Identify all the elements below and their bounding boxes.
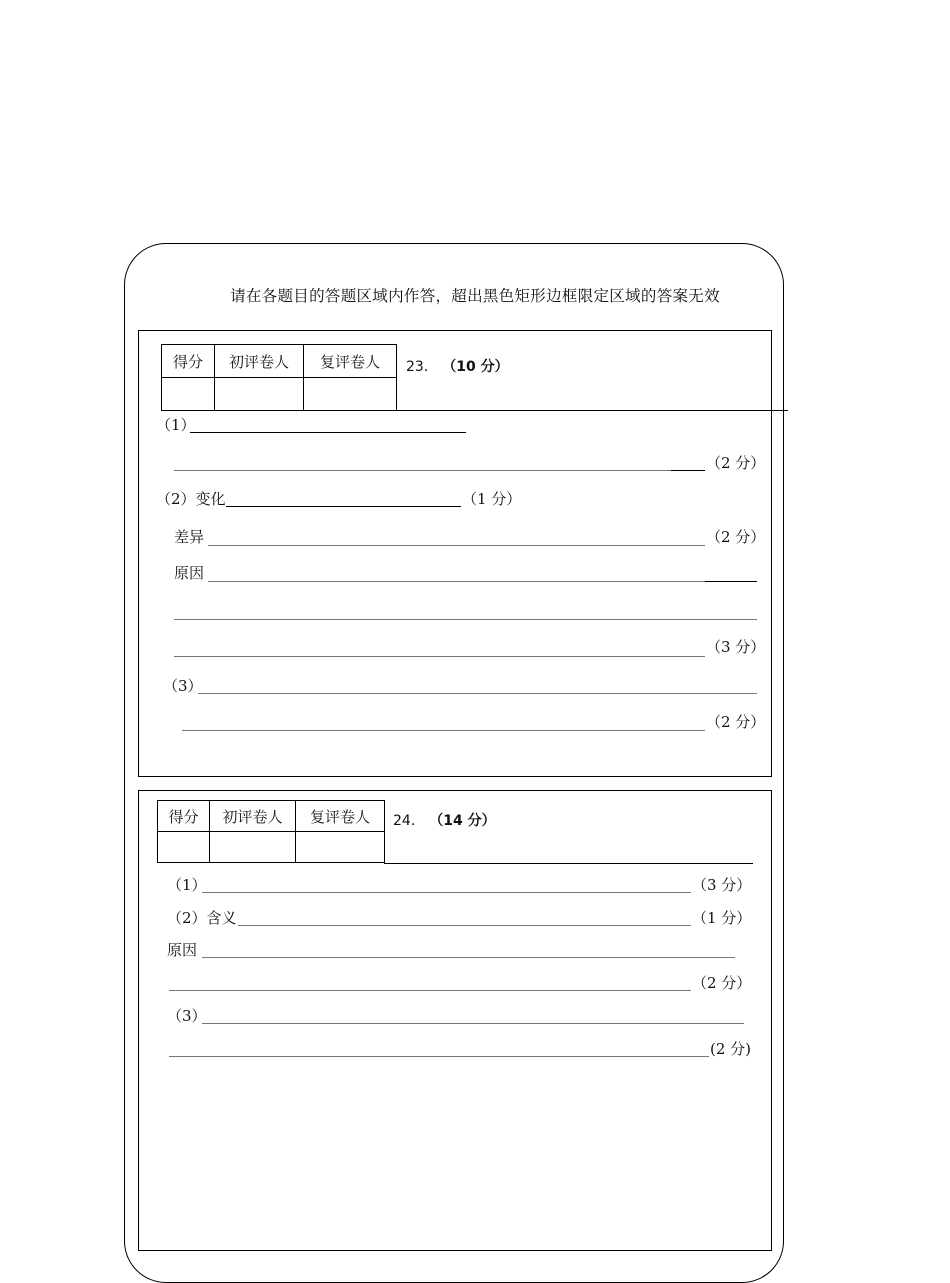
first-grader-cell[interactable]: [215, 378, 304, 411]
q24-reason-line2[interactable]: [169, 990, 691, 991]
score-cell[interactable]: [162, 378, 215, 411]
score-cell[interactable]: [158, 832, 210, 863]
q23-diff-score: （2 分）: [706, 528, 766, 546]
q23-reason-line2[interactable]: [174, 619, 757, 620]
q24-header-rule: [384, 863, 753, 864]
q24-part3-line2[interactable]: [169, 1056, 709, 1057]
q23-part1-line2-end[interactable]: [671, 470, 705, 471]
q23-part3-label: （3）: [163, 677, 203, 695]
q23-number: 23．: [406, 359, 438, 375]
q24-part1-score: （3 分）: [692, 876, 752, 894]
first-grader-header: 初评卷人: [210, 801, 296, 832]
score-header: 得分: [158, 801, 210, 832]
q23-score-table: [161, 344, 397, 411]
q24-part2-line[interactable]: [238, 925, 691, 926]
q24-score-table: [157, 800, 385, 863]
q23-part1-label: （1）: [156, 416, 196, 434]
q24-title: [393, 810, 496, 830]
q24-part1-label: （1）: [167, 876, 207, 894]
q23-part3-line[interactable]: [198, 693, 757, 694]
q24-reason-line[interactable]: [202, 957, 735, 958]
second-grader-header: 复评卷人: [296, 801, 385, 832]
score-header: 得分: [162, 345, 215, 378]
q24-part3-score: (2 分): [710, 1040, 752, 1058]
q24-part3-label: （3）: [167, 1007, 207, 1025]
second-grader-cell[interactable]: [304, 378, 397, 411]
q23-points: （10 分）: [442, 359, 509, 375]
q23-reason-line[interactable]: [208, 581, 705, 582]
first-grader-header: 初评卷人: [215, 345, 304, 378]
q23-part3-score: （2 分）: [706, 713, 766, 731]
q23-diff-line[interactable]: [208, 545, 705, 546]
q24-part2-label: （2）含义: [167, 909, 237, 927]
q23-part2-score: （1 分）: [462, 490, 522, 508]
q24-part1-line[interactable]: [202, 892, 691, 893]
q23-part2-label: （2）变化: [156, 490, 226, 508]
q24-points: （14 分）: [429, 813, 496, 829]
q23-reason-line-end[interactable]: [705, 581, 757, 582]
first-grader-cell[interactable]: [210, 832, 296, 863]
q24-part2-score: （1 分）: [692, 909, 752, 927]
notice-text: 请在各题目的答题区域内作答，超出黑色矩形边框限定区域的答案无效: [230, 287, 720, 305]
q24-reason-label: 原因: [167, 941, 198, 959]
q24-part3-line[interactable]: [202, 1023, 744, 1024]
q23-part3-line2[interactable]: [182, 730, 705, 731]
q23-reason-label: 原因: [174, 564, 205, 582]
q23-part1-line[interactable]: [190, 432, 466, 433]
second-grader-cell[interactable]: [296, 832, 385, 863]
second-grader-header: 复评卷人: [304, 345, 397, 378]
q23-diff-label: 差异: [174, 528, 205, 546]
q24-reason-score: （2 分）: [692, 974, 752, 992]
q23-part1-line2[interactable]: [174, 470, 671, 471]
q23-reason-line3[interactable]: [174, 656, 705, 657]
q24-number: 24．: [393, 813, 425, 829]
q23-reason-score: （3 分）: [706, 638, 766, 656]
q23-part2-line[interactable]: [226, 506, 461, 507]
q23-header-rule: [397, 410, 788, 411]
q23-part1-score: （2 分）: [706, 454, 766, 472]
q23-title: [406, 356, 509, 376]
